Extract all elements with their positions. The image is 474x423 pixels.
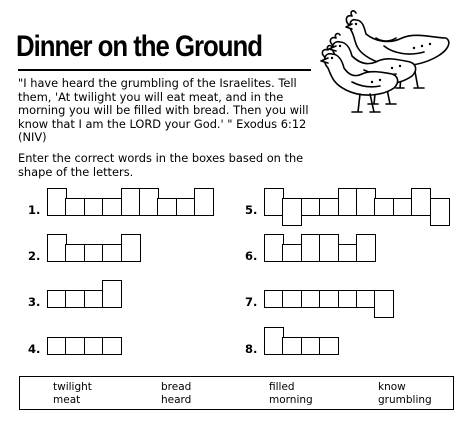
word-bank-word: bread: [161, 381, 192, 393]
puzzle-number: 6.: [245, 249, 258, 263]
letter-box-tall[interactable]: [139, 188, 159, 216]
letter-box-short[interactable]: [65, 290, 85, 308]
instructions-text: Enter the correct words in the boxes based on the shape of the letters.: [18, 151, 304, 179]
letter-box-tall[interactable]: [264, 188, 284, 216]
letter-box-short[interactable]: [84, 244, 104, 262]
letter-box-tall[interactable]: [411, 188, 431, 216]
word-bank-word: filled: [269, 381, 295, 393]
letter-box-tall[interactable]: [319, 234, 339, 262]
puzzle-number: 1.: [28, 203, 41, 217]
page-title: Dinner on the Ground: [16, 30, 262, 63]
letter-box-short[interactable]: [102, 337, 122, 355]
letter-box-short[interactable]: [282, 337, 302, 355]
letter-box-tall[interactable]: [356, 188, 376, 216]
puzzle-number: 5.: [245, 203, 258, 217]
word-bank-word: morning: [269, 394, 313, 406]
letter-box-tall[interactable]: [264, 327, 284, 355]
word-bank-word: know: [378, 381, 406, 393]
letter-box-tall[interactable]: [47, 188, 67, 216]
letter-box-desc[interactable]: [430, 198, 450, 226]
word-bank-word: heard: [161, 394, 192, 406]
letter-box-short[interactable]: [47, 290, 67, 308]
letter-box-tall[interactable]: [194, 188, 214, 216]
letter-box-tall[interactable]: [121, 188, 141, 216]
letter-box-short[interactable]: [338, 290, 358, 308]
letter-box-short[interactable]: [102, 198, 122, 216]
scripture-quote: "I have heard the grumbling of the Israelites. Tell them, 'At twilight you will eat meat, and in the morning you will be filled with bread. Then you will know that I am the LORD your God.' " Exodus 6:12 (NIV): [18, 76, 309, 144]
letter-box-short[interactable]: [282, 244, 302, 262]
letter-box-short[interactable]: [301, 337, 321, 355]
letter-box-short[interactable]: [264, 290, 284, 308]
letter-box-short[interactable]: [84, 198, 104, 216]
letter-box-short[interactable]: [356, 290, 376, 308]
letter-box-tall[interactable]: [121, 234, 141, 262]
letter-box-short[interactable]: [319, 198, 339, 216]
letter-box-short[interactable]: [176, 198, 196, 216]
puzzle-number: 3.: [28, 295, 41, 309]
puzzle-number: 4.: [28, 342, 41, 356]
puzzle-number: 7.: [245, 295, 258, 309]
letter-box-tall[interactable]: [338, 188, 358, 216]
letter-box-short[interactable]: [393, 198, 413, 216]
letter-box-tall[interactable]: [47, 234, 67, 262]
word-bank-word: twilight: [53, 381, 92, 393]
letter-box-short[interactable]: [374, 198, 394, 216]
letter-box-short[interactable]: [282, 290, 302, 308]
word-bank-word: meat: [53, 394, 81, 406]
letter-box-desc[interactable]: [374, 290, 394, 318]
letter-box-tall[interactable]: [264, 234, 284, 262]
word-bank-word: grumbling: [378, 394, 432, 406]
letter-box-short[interactable]: [338, 244, 358, 262]
letter-box-desc[interactable]: [282, 198, 302, 226]
letter-box-short[interactable]: [157, 198, 177, 216]
letter-box-short[interactable]: [319, 290, 339, 308]
puzzle-number: 8.: [245, 342, 258, 356]
letter-box-short[interactable]: [301, 198, 321, 216]
letter-box-short[interactable]: [319, 337, 339, 355]
letter-box-short[interactable]: [47, 337, 67, 355]
letter-box-tall[interactable]: [301, 234, 321, 262]
puzzle-number: 2.: [28, 249, 41, 263]
quail-drawing: [306, 8, 466, 118]
letter-box-short[interactable]: [301, 290, 321, 308]
letter-box-short[interactable]: [65, 337, 85, 355]
letter-box-short[interactable]: [84, 290, 104, 308]
letter-box-short[interactable]: [102, 244, 122, 262]
letter-box-tall[interactable]: [102, 280, 122, 308]
letter-box-short[interactable]: [65, 244, 85, 262]
letter-box-short[interactable]: [65, 198, 85, 216]
word-bank: [19, 376, 454, 410]
letter-box-short[interactable]: [84, 337, 104, 355]
letter-box-tall[interactable]: [356, 234, 376, 262]
title-underline: [18, 69, 311, 71]
